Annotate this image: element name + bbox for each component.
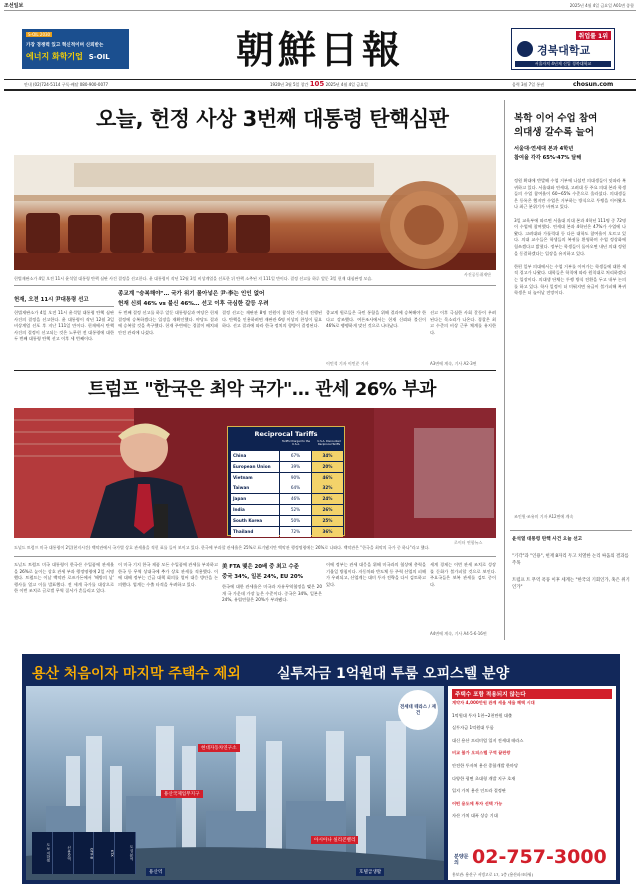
tariff-country: India <box>231 505 279 515</box>
tariff-row <box>231 462 343 472</box>
tariff-reciprocal: 34% <box>312 451 343 461</box>
ad-headline-left: 용산 처음이자 마지막 주택수 제외 <box>32 666 241 682</box>
tariff-country: Vietnam <box>231 473 279 483</box>
index-item-2[interactable]: 트럼프 트 무역 폭풍 이후 세계는 "한국의 기회인가, 혹은 위기인가" <box>512 578 630 590</box>
ad-knu-emblem-icon <box>517 41 533 57</box>
second-photo-caption: 도널드 트럼프 미국 대통령이 2일(현지시간) 백악관에서 국가별 상호 관세율을 적힌 표를 들어 보이고 있다. 한국에 부과할 관세율은 25%로 표기됐지만 백악관 행정명령에는 26%로 나와다. 백악관은 "한국을 최악의 국가 중 하나"라고 했다. <box>14 545 430 550</box>
tariff-country: China <box>231 451 279 461</box>
ad-right-line: 실투자금 1억원대 투룸 <box>452 725 494 731</box>
tariff-reciprocal: 46% <box>312 473 343 483</box>
ad-knu-sub: 서울자치 4년제 신입 경북대학교 <box>515 61 611 67</box>
lead-photo-caption: 헌법재판소가 4일 오전 11시 윤석열 대통령 탄핵 심판 사건 결정을 선고한다. 윤 대통령이 작년 12월 3일 비상계엄을 선포한 뒤 탄핵 소추된 지 111일 만이다. 결정 선고를 하루 앞둔 3일 헌재 대심판정 모습. <box>14 276 373 281</box>
tariff-reciprocal: 26% <box>312 505 343 515</box>
tariff-charged: 46% <box>280 494 311 504</box>
second-photo-credit: 로이터 연합뉴스 <box>454 540 483 545</box>
top-date-info: 2025년 4월 4일 금요일 A01면 종합 <box>569 3 634 8</box>
masthead-title: 朝鮮日報 <box>235 27 404 72</box>
ad-officetel[interactable] <box>22 654 620 884</box>
index-lead[interactable]: 윤석열 대통령 탄핵 사건 오늘 선고 <box>512 537 583 542</box>
sidebar-headline-2: 의대생 갈수록 늘어 <box>514 127 595 138</box>
ad-tag-station: 용산역 <box>146 868 165 876</box>
tariff-country: Japan <box>231 494 279 504</box>
courtroom-illustration <box>14 155 496 270</box>
index-box <box>512 536 630 634</box>
tariff-reciprocal: 32% <box>312 483 343 493</box>
tariff-reciprocal: 24% <box>312 494 343 504</box>
second-subhead-1: 美 FTA 맺은 20배 중 최고 수준 <box>222 564 299 570</box>
ad-address: 홍보관: 용산구 서빙고로 17, 1층 (용산파크타워) <box>452 872 534 877</box>
tariff-reciprocal: 36% <box>312 527 343 537</box>
sidebar-subhead-2: 참여율 각각 65%·47% 달해 <box>514 155 582 161</box>
ad-right-line: 계약자 4,000만원 관계 세율 세율 혜택 시대 <box>452 700 535 705</box>
ad-right-title: 주택수 포함 적용되지 않는다 <box>452 689 612 699</box>
infobar-founded: 1920년 3월 5일 창간 <box>270 82 309 87</box>
lead-column-3: 결정 선고는 재판관 8명 전원이 참석한 가운데 진행된다. 탄핵을 인용하려면 재판관 6명 이상의 찬성이 필요하다. 선고 결과에 따라 한국 정치의 향방이 결정된다. <box>222 310 322 329</box>
ad-phone-number[interactable]: 02-757-3000 <box>472 846 607 868</box>
tariff-reciprocal: 25% <box>312 516 343 526</box>
ad-tag-hyundai: 현대자동차연구소 <box>198 744 240 752</box>
second-column-3: 한국에 대한 관세율은 미국과 자유무역협정을 맺은 20개 국 가운데 가장 높은 수준이다. 중국은 34%, 일본은 24%, 유럽연합은 20%가 부과됐다. <box>222 584 322 603</box>
top-logo: 조선일보 <box>4 3 24 9</box>
ad-knu-name: 경북대학교 <box>537 44 591 57</box>
ad-tag-hotel: 호텔급생활 <box>356 868 384 876</box>
infobar-site-link[interactable]: chosun.com <box>573 81 614 88</box>
tariff-board-col1: Tariffs Charged to the U.S.A. <box>282 440 310 446</box>
tariff-board <box>227 426 345 536</box>
second-byline: A4면에 계속, 기사 A4·5·6·16면 <box>430 631 487 636</box>
ad-terrace-badge: 전세대 테라스 / 재건 <box>398 690 438 730</box>
ad-legend-item: 도보 지하철 <box>32 832 53 874</box>
lead-photo-credit: 사진공동취재단 <box>464 272 492 277</box>
second-headline: 트럼프 "한국은 최악 국가"… 관세 26% 부과 <box>88 379 436 400</box>
lead-headline: 오늘, 헌정 사상 3번째 대통령 탄핵심판 <box>96 107 449 131</box>
tariff-charged: 50% <box>280 516 311 526</box>
ad-soil-line2 <box>26 51 110 62</box>
lead-byline-1: 이민석 기자 이민준 기자 <box>326 361 369 366</box>
lead-column-1: 헌법재판소가 4일 오전 11시 윤석열 대통령 탄핵 심판 사건의 결정을 선고한다. 윤 대통령이 작년 12월 3일 비상계엄 선포 후 지난 111일 만이다. 헌재에서 탄핵 사건의 결정이 선고되는 것은 노무현 전 대통령에 대한 두 번째 대통령 탄핵 선고 이후 세 번째이다. <box>14 310 114 342</box>
ad-legend-item: 신용산역 <box>53 832 74 874</box>
ad-legend-item: 도심 분석 <box>115 832 136 874</box>
second-column-4: 이에 정부는 관세 대응을 위해 미국과의 협상에 총력을 기울일 방침이다. 자동차와 반도체 등 주력 산업의 피해가 우려되고, 산업계는 대미 투자 전략을 다시 검토하고 있다. <box>326 562 426 587</box>
lead-column-2: 두 번째 결정 선고를 하루 앞둔 대통령실과 여당은 헌재 결정에 승복하겠다는 입장을 재확인했다. 야당도 결과에 승복할 것을 촉구했다. 헌재 주변에는 경찰이 배치돼 안전 관리에 나섰다. <box>118 310 218 335</box>
ad-headline-right: 실투자금 1억원대 투룸 오피스텔 분양 <box>277 666 510 682</box>
sidebar-byline: 조인원·조유미 기자 A12면에 계속 <box>514 514 574 519</box>
tariff-row <box>231 483 343 493</box>
tariff-charged: 90% <box>280 473 311 483</box>
ad-right-line: 어떤 용도에 투자 선택 가능 <box>452 800 503 806</box>
ad-legend-item: KTX <box>94 832 115 874</box>
infobar-lunar: 음력 3월 7일 통권 <box>512 82 545 87</box>
tariff-row <box>231 505 343 515</box>
ad-soil-tag: S-OIL 2030 <box>28 32 51 37</box>
tariff-row <box>231 473 343 483</box>
tariff-charged: 52% <box>280 505 311 515</box>
tariff-row <box>231 494 343 504</box>
infobar-contact: 안내 (02)724-5114 구독·배달 080-900-0077 <box>24 82 109 87</box>
ad-soil[interactable] <box>22 29 129 69</box>
tariff-board-col2: U.S.A. Discounted Reciprocal Tariffs <box>317 440 341 446</box>
second-photo-trump <box>14 408 496 538</box>
ad-right-line: 비교 불가 오피스텔 구역 끝판왕 <box>452 750 511 756</box>
tariff-row <box>231 527 343 537</box>
sidebar-subhead-1: 서울대·연세대 본과 4학년 <box>514 146 574 152</box>
tariff-charged: 39% <box>280 462 311 472</box>
ad-right-line: 다양한 평면 초대형 개발 지구 호재 <box>452 775 516 781</box>
sidebar-headline-1: 복학 이어 수업 참여 <box>514 113 598 124</box>
ad-right-line: 자산 가치 대폭 상승 기대 <box>452 813 498 819</box>
tariff-board-rows <box>231 451 343 537</box>
tariff-row <box>231 516 343 526</box>
lead-kicker: 헌재, 오전 11시 尹대통령 선고 <box>14 297 89 303</box>
ad-right-line: 입지 가치 용산 인프라 결정판 <box>452 788 506 794</box>
tariff-country: South Korea <box>231 516 279 526</box>
tariff-charged: 72% <box>280 527 311 537</box>
ad-legend <box>32 832 136 874</box>
ad-soil-line1: 가장 경쟁력 있고 혁신적이며 신뢰받는 <box>26 43 104 48</box>
infobar-center <box>270 80 368 89</box>
tariff-country: Thailand <box>231 527 279 537</box>
ad-right-line: 1억원대 투자 1천~2천만원 대출 <box>452 712 512 718</box>
ad-soil-brand: S-OIL <box>88 53 110 61</box>
ad-tag-ibd: 용산국제업무지구 <box>161 790 203 798</box>
lead-subhead-2: 헌재 신뢰 46% vs 불신 46%… 선고 이후 극심한 갈등 우려 <box>118 301 269 307</box>
infobar-issue-number: 105 <box>309 80 325 88</box>
tariff-country: European Union <box>231 462 279 472</box>
tariff-row <box>231 451 343 461</box>
tariff-country: Taiwan <box>231 483 279 493</box>
sidebar-body: 정원 확대에 반발해 수업 거부에 나섰던 의대생들이 잇따라 복귀하고 있다. 서울대와 연세대, 고려대 등 주요 의대 본과 학생들의 수업 참여율이 60~65% 수준으로 올라섰다. 의대생들은 등록은 했지만 수업은 거부하는 방식으로 투쟁을 이어왔으나 최근 분위기가 바뀌고 있다. 3일 교육부에 따르면 서울대 의대 본과 4학년 111명 중 72명이 수업에 참여했다. 연세대 본과 4학년은 47%가 수업에 나왔다. 고려대와 가톨릭대 등 다른 대학도 참여율이 오르고 있다. 의대 교수들은 학생들의 복귀를 환영하며 수업 정상화에 힘쓰겠다고 밝혔다. 정부는 학생들이 돌아오면 내년 의대 정원을 동결하겠다는 입장을 유지하고 있다. 한편 일부 의대에서는 수업 거부를 이어가는 학생들에 대한 제적 경고가 나왔다. 대학들은 학칙에 따라 원칙대로 처리하겠다는 입장이다. 의대생 단체는 투쟁 방식 전환을 두고 내부 논의를 하고 있다. 학사 일정이 더 미뤄지면 유급이 불가피해 복귀 학생은 더 늘어날 전망이다. <box>514 178 626 296</box>
ad-right-line: 안전한 투자처 용산 종합개발 한마당 <box>452 762 519 768</box>
ad-right-line: 대신 용산 프리미엄 입지 전세대 테라스 <box>452 737 524 743</box>
ad-knu-tag: 취업률 1위 <box>576 31 611 40</box>
lead-column-5: 선고 이후 극심한 사회 갈등이 우려된다는 목소리가 나온다. 경찰은 최고 수준의 비상 근무 체계를 유지한다. <box>430 310 496 335</box>
lead-subhead-1: 종교계 "승복해야"… 국가 위기 몰아넣은 尹·李는 인인 없어 <box>118 291 265 297</box>
lead-column-4: 종교계 원로들은 국민 통합을 위해 결과에 승복해야 한다고 강조했다. 여론조사에서는 헌재 신뢰와 불신이 46%로 팽팽하게 맞선 것으로 나타났다. <box>326 310 426 329</box>
lead-photo-courtroom <box>14 155 496 270</box>
ad-tag-silicon: 아시아나 실리콘밸리 <box>311 836 358 844</box>
infobar-date: 2025년 4월 4일 금요일 <box>325 82 368 87</box>
ad-right-lines <box>452 700 612 830</box>
second-column-5: 세계 경제는 이번 관세 조치로 성장률 둔화가 불가피할 것으로 보인다. 주요국들은 보복 관세를 검토 중이다. <box>430 562 496 587</box>
lead-byline-2: A3면에 계속, 기사 A2·3면 <box>430 361 477 366</box>
ad-knu[interactable] <box>511 28 615 70</box>
tariff-reciprocal: 20% <box>312 462 343 472</box>
tariff-charged: 64% <box>280 483 311 493</box>
tariff-charged: 67% <box>280 451 311 461</box>
ad-city-render <box>26 686 444 880</box>
index-item-1[interactable]: "기각"과 "인용", 헌재 8자리 두고 치열한 논리 싸움의 결과를 주목 <box>512 554 629 566</box>
ad-right-panel <box>448 686 616 880</box>
ad-soil-line2-text: 에너지 화학기업 <box>26 52 83 61</box>
tariff-board-title: Reciprocal Tariffs <box>254 430 318 438</box>
ad-hotline-label: 분양문의 <box>454 854 469 866</box>
second-subhead-2: 중국 34%, 일본 24%, EU 20% <box>222 574 304 580</box>
second-column-1: 도널드 트럼프 미국 대통령이 한국산 수입품에 관세율을 26%로 높이는 상호 관세 부과 행정명령에 2일 서명했다. 트럼프는 이날 백악관 로즈가든에서 '해방의 날' 행사를 열고 이를 발표했다. 전 세계 국가를 대상으로 한 이번 조치로 글로벌 무역 질서가 흔들리고 있다. <box>14 562 114 594</box>
ad-legend-item: GTX·B <box>74 832 95 874</box>
second-column-2: 이 미국 기지 한국 제품 모든 수입품에 관세를 부과하고 한국 등 무역 상대국에 추가 상호 관세를 적용했다. 이에 대해 정부는 긴급 대책 회의를 열어 대응 방안을 논의했다. 업계는 수출 타격을 우려하고 있다. <box>118 562 218 587</box>
